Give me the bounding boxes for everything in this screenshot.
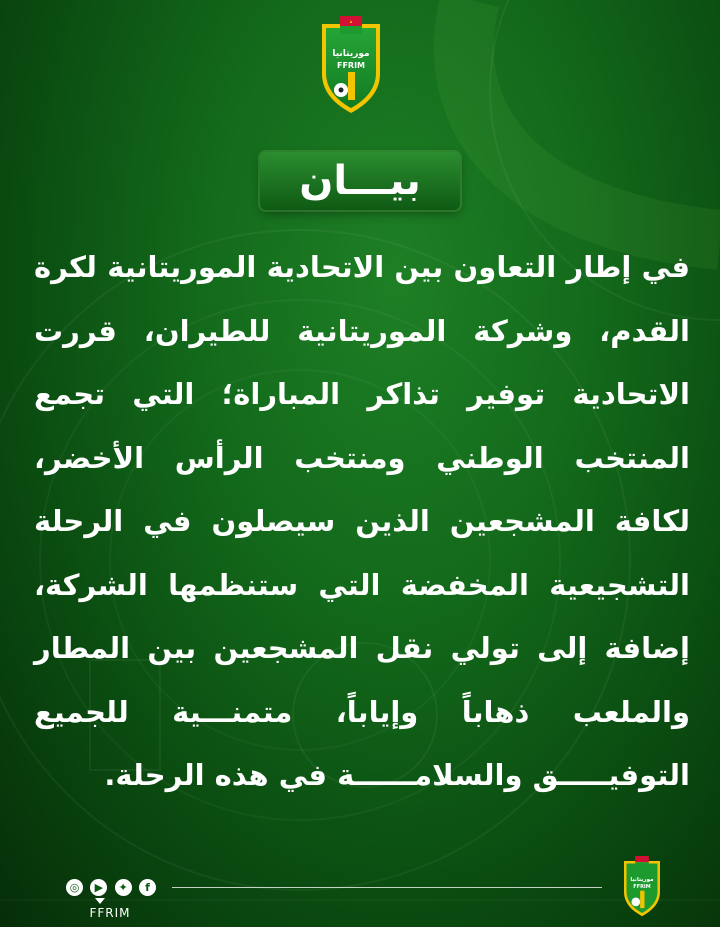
page-title: بيـــان <box>299 158 421 204</box>
svg-text:FFRIM: FFRIM <box>633 884 651 891</box>
youtube-icon[interactable]: ▶ <box>90 879 107 896</box>
facebook-icon[interactable]: f <box>139 879 156 896</box>
footer-arrow-icon <box>95 898 105 904</box>
title-banner <box>260 152 460 210</box>
svg-text:FFRIM: FFRIM <box>336 61 366 70</box>
twitter-icon[interactable]: ✦ <box>115 879 132 896</box>
footer-social-icons <box>66 877 156 897</box>
svg-text:موريتانيا: موريتانيا <box>332 49 370 59</box>
globe-icon[interactable]: ◎ <box>66 879 83 896</box>
footer-divider <box>172 887 602 888</box>
footer-brand: FFRIM <box>89 906 131 920</box>
statement-text: في إطار التعاون بين الاتحادية الموريتانية لكرة القدم، وشركة الموريتانية للطيران، قررت الاتحادية توفير تذاكر المباراة؛ التي تجمع المنتخب الوطني ومنتخب الرأس الأخضر، لكافة المشجعين الذين سيصلون في الرحلة التشجيعية المخفضة التي ستنظمها الشركة، إضافة إلى تولي نقل المشجعين بين المطار والملعب ذهاباً وإياباً، متمنـــية للجميع التوفيـــــق والسلامــــــة في هذه الرحلة. <box>34 250 690 792</box>
ffrim-logo-small <box>620 856 664 918</box>
ffrim-logo <box>318 16 384 116</box>
svg-text:موريتانيا: موريتانيا <box>630 876 654 883</box>
